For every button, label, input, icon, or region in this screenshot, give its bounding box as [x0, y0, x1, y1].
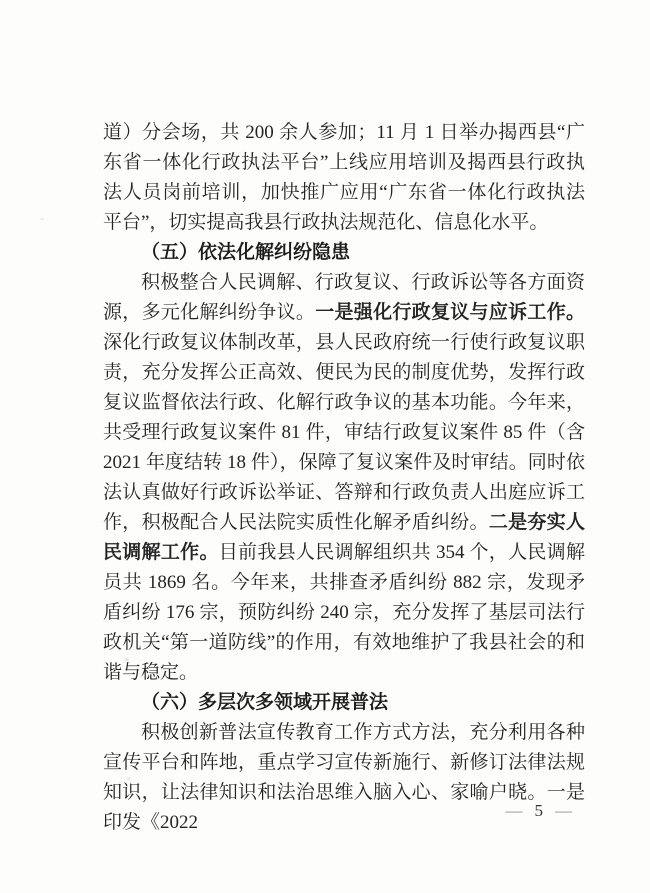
scan-speck [127, 777, 130, 780]
paragraph-continued-from-previous-page: 道）分会场，共 200 余人参加；11 月 1 日举办揭西县“广东省一体化行政执法平台”上线应用培训及揭西县行政执法人员岗前培训，加快推广应用“广东省一体化行政执法平台”，切实提高我县行政执法规范化、信息化水平。 [103, 122, 585, 233]
text-run: 深化行政复议体制改革，县人民政府统一行使行政复议职责，充分发挥公正高效、便民为民的制度优势，发挥行政复议监督依法行政、化解行政争议的基本功能。今年来，共受理行政复议案件 81 件，审结行政复议案件 85 件（含 2021 年度结转 18 件），保障了复议案件及时审结。同时依法认真做好行政诉讼举证、答辩和行政负责人出庭应诉工作，积极配合人民法院实质性化解矛盾纠纷。 [103, 332, 585, 533]
page-number-dash-right: — [555, 801, 572, 820]
scan-speck [125, 658, 129, 661]
page-number-dash-left: — [505, 801, 523, 820]
text-run: 积极整合人民调解、行政复议、行政诉讼等各方面资源，多元化解纠纷争议。 [103, 272, 585, 323]
scan-speck [40, 218, 44, 220]
section-5-body-paragraph [103, 268, 585, 688]
text-run-bold-point-two: 二是夯实人民调解工作。 [103, 512, 585, 563]
page-number [506, 802, 573, 820]
text-run: 目前我县人民调解组织共 354 个，人民调解员共 1869 名。今年来，共排查矛盾纠纷 882 宗，发现矛盾纠纷 176 宗，预防纠纷 240 宗，充分发挥了基层司法行政机关“第一道防线”的作用，有效地维护了我县社会的和谐与稳定。 [103, 542, 585, 683]
text-run-bold-point-one: 一是强化行政复议与应诉工作。 [315, 302, 585, 323]
section-6-body-paragraph: 积极创新普法宣传教育工作方式方法，充分利用各种宣传平台和阵地，重点学习宣传新施行、新修订法律法规知识，让法律知识和法治思维入脑入心、家喻户晓。一是印发《2022 [103, 722, 585, 833]
page-number-value: 5 [534, 801, 543, 820]
section-heading-6: （六）多层次多领域开展普法 [141, 692, 389, 713]
section-heading-5: （五）依法化解纠纷隐患 [141, 242, 351, 263]
